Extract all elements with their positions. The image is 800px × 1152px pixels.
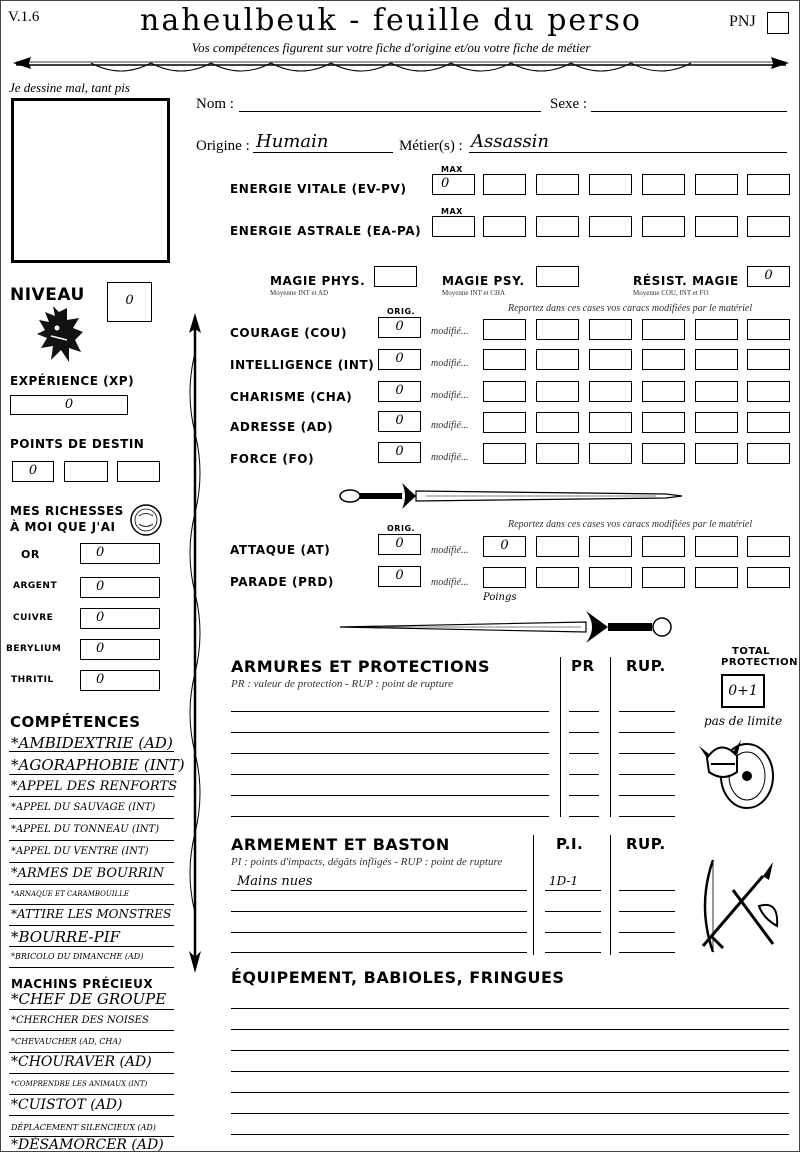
skill-line — [9, 1094, 174, 1095]
force-modifie-label: modifié... — [431, 452, 469, 463]
skill-line — [9, 967, 174, 968]
ev-cell[interactable] — [747, 174, 790, 195]
courage-mod-cell[interactable] — [589, 319, 632, 340]
armure-row-line[interactable] — [231, 774, 549, 775]
attaque-mod-cell[interactable] — [642, 536, 685, 557]
force-mod-cell[interactable] — [589, 443, 632, 464]
argent-input[interactable]: 0 — [80, 577, 160, 598]
skill-line — [9, 1009, 174, 1010]
skill-line — [9, 774, 174, 775]
intelligence-mod-cell[interactable] — [483, 349, 526, 370]
force-orig[interactable]: 0 — [378, 442, 421, 463]
berylium-label: BERYLIUM — [6, 644, 62, 654]
adresse-label: ADRESSE (AD) — [230, 420, 334, 434]
page-title: naheulbeuk - feuille du perso — [140, 3, 642, 38]
weapon-pi-line[interactable] — [545, 952, 601, 953]
armure-rup-line[interactable] — [619, 753, 675, 754]
competences-title: COMPÉTENCES — [10, 713, 141, 731]
courage-orig[interactable]: 0 — [378, 317, 421, 338]
ev-cell[interactable] — [483, 174, 526, 195]
destin-input-1[interactable]: 0 — [12, 461, 54, 482]
courage-mod-cell[interactable] — [747, 319, 790, 340]
armures-subtitle: PR : valeur de protection - RUP : point de rupture — [231, 678, 453, 690]
ev-label: ENERGIE VITALE (EV-PV) — [230, 182, 407, 196]
rup-header: RUP. — [626, 657, 666, 675]
xp-input[interactable]: 0 — [10, 395, 128, 415]
armure-rup-line[interactable] — [619, 774, 675, 775]
weapon-rup-line[interactable] — [619, 932, 675, 933]
skill-item[interactable]: *CHEF DE GROUPE — [11, 990, 167, 1008]
xp-label: EXPÉRIENCE (XP) — [10, 374, 135, 388]
charisme-mod-cell[interactable] — [483, 381, 526, 402]
equipement-line[interactable] — [231, 1050, 789, 1051]
nom-label: Nom : — [196, 96, 234, 112]
skill-item[interactable]: *BOURRE-PIF — [11, 928, 121, 946]
or-input[interactable]: 0 — [80, 543, 160, 564]
armure-rup-line[interactable] — [619, 795, 675, 796]
skill-line — [9, 796, 174, 797]
cuivre-input[interactable]: 0 — [80, 608, 160, 629]
armure-pr-line[interactable] — [569, 816, 599, 817]
skill-item[interactable]: *CHEVAUCHER (AD, CHA) — [11, 1037, 122, 1046]
skill-item[interactable]: *APPEL DU TONNEAU (INT) — [11, 824, 160, 835]
weapon-rup-line[interactable] — [619, 911, 675, 912]
weapon-row-line[interactable] — [231, 890, 527, 891]
skill-item[interactable]: *BRICOLO DU DIMANCHE (AD) — [11, 952, 144, 961]
armure-pr-line[interactable] — [569, 774, 599, 775]
skill-line — [9, 904, 174, 905]
intelligence-mod-cell[interactable] — [642, 349, 685, 370]
coin-icon — [129, 503, 163, 537]
skill-item[interactable]: *AMBIDEXTRIE (AD) — [11, 734, 173, 752]
armure-row-line[interactable] — [231, 816, 549, 817]
machins-title: MACHINS PRÉCIEUX — [11, 977, 154, 991]
armure-rup-line[interactable] — [619, 711, 675, 712]
total-protection-title — [721, 646, 798, 668]
berylium-input[interactable]: 0 — [80, 639, 160, 660]
parade-mod-cell[interactable] — [642, 567, 685, 588]
ea-cell[interactable] — [589, 216, 632, 237]
magie-phys-sub: Moyenne INT et AD — [270, 289, 328, 297]
poings-note: Poings — [483, 592, 517, 603]
adresse-mod-cell[interactable] — [483, 412, 526, 433]
magie-psy-label: MAGIE PSY. — [442, 274, 525, 288]
skill-item[interactable]: DÉPLACEMENT SILENCIEUX (AD) — [11, 1123, 156, 1132]
attaque-mod-cell[interactable] — [695, 536, 738, 557]
armure-row-line[interactable] — [231, 711, 549, 712]
weapon-row-line[interactable] — [231, 952, 527, 953]
equipement-line[interactable] — [231, 1134, 789, 1135]
armures-divider — [560, 657, 561, 817]
limit-note: pas de limite — [704, 714, 783, 728]
armure-pr-line[interactable] — [569, 732, 599, 733]
origine-value[interactable]: Humain — [256, 131, 329, 152]
ea-cell[interactable] — [642, 216, 685, 237]
orig-header: ORIG. — [387, 307, 416, 316]
resist-magie-input[interactable]: 0 — [747, 266, 790, 287]
ev-cell[interactable] — [589, 174, 632, 195]
armures-divider — [610, 657, 611, 817]
force-mod-cell[interactable] — [642, 443, 685, 464]
courage-mod-cell[interactable] — [536, 319, 579, 340]
armure-row-line[interactable] — [231, 795, 549, 796]
attaque-mod-cell[interactable] — [747, 536, 790, 557]
destin-label: POINTS DE DESTIN — [10, 437, 145, 451]
origine-label: Origine : — [196, 138, 250, 154]
attaque-mod-cell[interactable] — [589, 536, 632, 557]
magie-phys-label: MAGIE PHYS. — [270, 274, 366, 288]
metier-underline — [469, 152, 787, 153]
ev-cell[interactable] — [695, 174, 738, 195]
total-protection-line1: TOTAL — [732, 646, 770, 657]
sexe-field[interactable] — [591, 111, 787, 112]
origine-underline — [253, 152, 393, 153]
ea-cell[interactable] — [747, 216, 790, 237]
armure-rup-line[interactable] — [619, 816, 675, 817]
skill-item[interactable]: *AGORAPHOBIE (INT) — [11, 756, 185, 774]
skill-line — [9, 1073, 174, 1074]
portrait-caption: Je dessine mal, tant pis — [9, 80, 130, 95]
total-protection-input[interactable]: 0+1 — [721, 674, 765, 708]
cuivre-label: CUIVRE — [13, 613, 54, 623]
combat-note: Reportez dans ces cases vos caracs modifiées par le matériel — [508, 519, 753, 530]
adresse-modifie-label: modifié... — [431, 420, 469, 431]
portrait-box[interactable] — [11, 98, 170, 263]
skill-item[interactable]: *CHERCHER DES NOISES — [11, 1015, 149, 1026]
skill-item[interactable]: *DÉSAMORCER (AD) — [11, 1137, 164, 1152]
sexe-label: Sexe : — [550, 96, 588, 112]
charisme-modifie-label: modifié... — [431, 390, 469, 401]
ev-cell[interactable] — [536, 174, 579, 195]
weapon-pi-line[interactable] — [545, 890, 601, 891]
ev-cell[interactable] — [642, 174, 685, 195]
charisme-orig[interactable]: 0 — [378, 381, 421, 402]
attaque-orig[interactable]: 0 — [378, 534, 421, 555]
total-protection-line2: PROTECTION — [721, 657, 798, 668]
weapons-icon — [693, 856, 785, 956]
parade-label: PARADE (PRD) — [230, 575, 335, 589]
equipement-title: ÉQUIPEMENT, BABIOLES, FRINGUES — [231, 968, 565, 987]
charisme-label: CHARISME (CHA) — [230, 390, 353, 404]
intelligence-modifie-label: modifié... — [431, 358, 469, 369]
skill-item[interactable]: *APPEL DES RENFORTS — [11, 779, 178, 794]
skill-item[interactable]: *ARNAQUE ET CARAMBOUILLE — [11, 890, 129, 898]
weapon-rup-line[interactable] — [619, 952, 675, 953]
charisme-mod-cell[interactable] — [536, 381, 579, 402]
equipement-line[interactable] — [231, 1008, 789, 1009]
armure-pr-line[interactable] — [569, 795, 599, 796]
skill-line — [9, 751, 174, 752]
ea-label: ENERGIE ASTRALE (EA-PA) — [230, 224, 422, 238]
armure-pr-line[interactable] — [569, 711, 599, 712]
parade-modifie-label: modifié... — [431, 577, 469, 588]
helmet-shield-icon — [697, 728, 779, 814]
dragon-icon — [33, 306, 85, 364]
destin-input-2[interactable] — [64, 461, 108, 482]
attaque-label: ATTAQUE (AT) — [230, 543, 331, 557]
parade-mod-cell[interactable] — [589, 567, 632, 588]
charisme-mod-cell[interactable] — [642, 381, 685, 402]
weapon-row-line[interactable] — [231, 932, 527, 933]
attaque-mod-cell[interactable] — [536, 536, 579, 557]
skill-item[interactable]: *APPEL DU VENTRE (INT) — [11, 846, 149, 857]
weapon-pi-line[interactable] — [545, 932, 601, 933]
ea-cell[interactable] — [695, 216, 738, 237]
weapon-pi-line[interactable] — [545, 911, 601, 912]
or-label: OR — [21, 548, 40, 561]
skill-item[interactable]: *CHOURAVER (AD) — [11, 1054, 152, 1070]
skill-item[interactable]: *CUISTOT (AD) — [11, 1097, 123, 1113]
magie-psy-sub: Moyenne INT et CHA — [442, 289, 506, 297]
nom-field[interactable] — [239, 111, 541, 112]
equipement-line[interactable] — [231, 1113, 789, 1114]
pr-header: PR — [571, 657, 595, 675]
equipement-line[interactable] — [231, 1071, 789, 1072]
skill-line — [9, 1030, 174, 1031]
weapon-row-line[interactable] — [231, 911, 527, 912]
skill-line — [9, 818, 174, 819]
skill-line — [9, 840, 174, 841]
pnj-label: PNJ — [729, 13, 756, 30]
equipement-line[interactable] — [231, 1029, 789, 1030]
weapon-1-pi[interactable]: 1D-1 — [549, 874, 579, 888]
skill-item[interactable]: *ATTIRE LES MONSTRES — [11, 907, 172, 921]
intelligence-mod-cell[interactable] — [747, 349, 790, 370]
armures-title: ARMURES ET PROTECTIONS — [231, 657, 490, 676]
metier-value[interactable]: Assassin — [471, 131, 550, 152]
richesses-title-line2: À MOI QUE J'AI — [10, 520, 116, 534]
resist-magie-sub: Moyenne COU, INT et FO — [633, 289, 709, 297]
header-rod-ornament — [1, 53, 800, 79]
intelligence-mod-cell[interactable] — [589, 349, 632, 370]
ev-max-input[interactable]: 0 — [432, 174, 475, 195]
ev-max-label: MAX — [441, 165, 463, 174]
force-mod-cell[interactable] — [695, 443, 738, 464]
skill-item[interactable]: *ARMES DE BOURRIN — [11, 866, 165, 881]
intelligence-mod-cell[interactable] — [536, 349, 579, 370]
parade-mod-cell[interactable] — [747, 567, 790, 588]
parade-mod-cell[interactable] — [483, 567, 526, 588]
force-label: FORCE (FO) — [230, 452, 315, 466]
armure-row-line[interactable] — [231, 753, 549, 754]
intelligence-mod-cell[interactable] — [695, 349, 738, 370]
adresse-mod-cell[interactable] — [642, 412, 685, 433]
charisme-mod-cell[interactable] — [695, 381, 738, 402]
thritil-input[interactable]: 0 — [80, 670, 160, 691]
armement-title: ARMEMENT ET BASTON — [231, 835, 450, 854]
combat-orig-header: ORIG. — [387, 524, 416, 533]
sword-ornament — [336, 479, 686, 513]
magie-psy-input[interactable] — [536, 266, 579, 287]
thritil-label: THRITIL — [11, 675, 54, 685]
intelligence-orig[interactable]: 0 — [378, 349, 421, 370]
charisme-mod-cell[interactable] — [747, 381, 790, 402]
courage-mod-cell[interactable] — [483, 319, 526, 340]
weapon-1-name[interactable]: Mains nues — [237, 874, 313, 889]
equipement-line[interactable] — [231, 1092, 789, 1093]
metier-label: Métier(s) : — [399, 138, 463, 154]
pnj-checkbox[interactable] — [767, 12, 789, 34]
force-mod-cell[interactable] — [536, 443, 579, 464]
armement-divider — [610, 835, 611, 955]
skill-item[interactable]: *APPEL DU SAUVAGE (INT) — [11, 802, 156, 813]
armure-row-line[interactable] — [231, 732, 549, 733]
weapons-rup-header: RUP. — [626, 835, 666, 853]
parade-mod-cell[interactable] — [536, 567, 579, 588]
staff-ornament — [183, 313, 207, 973]
force-mod-cell[interactable] — [483, 443, 526, 464]
courage-modifie-label: modifié... — [431, 326, 469, 337]
armure-rup-line[interactable] — [619, 732, 675, 733]
ea-max-input[interactable] — [432, 216, 475, 237]
resist-magie-label: RÉSIST. MAGIE — [633, 274, 739, 288]
richesses-title — [10, 503, 124, 535]
parade-orig[interactable]: 0 — [378, 566, 421, 587]
magie-phys-input[interactable] — [374, 266, 417, 287]
adresse-mod-cell[interactable] — [695, 412, 738, 433]
adresse-mod-cell[interactable] — [589, 412, 632, 433]
stats-note: Reportez dans ces cases vos caracs modifiées par le matériel — [508, 303, 753, 314]
skill-item[interactable]: *COMPRENDRE LES ANIMAUX (INT) — [11, 1080, 148, 1088]
niveau-input[interactable]: 0 — [107, 282, 152, 322]
weapon-rup-line[interactable] — [619, 890, 675, 891]
page-subtitle: Vos compétences figurent sur votre fiche d'origine et/ou votre fiche de métier — [191, 40, 591, 55]
pi-header: P.I. — [556, 835, 584, 853]
ea-cell[interactable] — [536, 216, 579, 237]
argent-label: ARGENT — [13, 581, 58, 591]
armure-pr-line[interactable] — [569, 753, 599, 754]
courage-mod-cell[interactable] — [642, 319, 685, 340]
skill-line — [9, 1052, 174, 1053]
destin-input-3[interactable] — [117, 461, 160, 482]
richesses-title-line1: MES RICHESSES — [10, 504, 124, 518]
parade-mod-cell[interactable] — [695, 567, 738, 588]
courage-label: COURAGE (COU) — [230, 326, 348, 340]
skill-line — [9, 946, 174, 947]
force-mod-cell[interactable] — [747, 443, 790, 464]
skill-line — [9, 925, 174, 926]
skill-line — [9, 862, 174, 863]
intelligence-label: INTELLIGENCE (INT) — [230, 358, 375, 372]
skill-line — [9, 884, 174, 885]
charisme-mod-cell[interactable] — [589, 381, 632, 402]
adresse-mod-cell[interactable] — [536, 412, 579, 433]
attaque-mod-cell[interactable]: 0 — [483, 536, 526, 557]
version-label: V.1.6 — [8, 9, 40, 25]
ea-max-label: MAX — [441, 207, 463, 216]
adresse-mod-cell[interactable] — [747, 412, 790, 433]
niveau-label: NIVEAU — [10, 285, 85, 305]
courage-mod-cell[interactable] — [695, 319, 738, 340]
sword-ornament — [336, 607, 686, 647]
adresse-orig[interactable]: 0 — [378, 411, 421, 432]
ea-cell[interactable] — [483, 216, 526, 237]
skill-line — [9, 1115, 174, 1116]
attaque-modifie-label: modifié... — [431, 545, 469, 556]
armement-divider — [533, 835, 534, 955]
armement-subtitle: PI : points d'impacts, dégâts infligés - RUP : point de rupture — [231, 856, 503, 868]
